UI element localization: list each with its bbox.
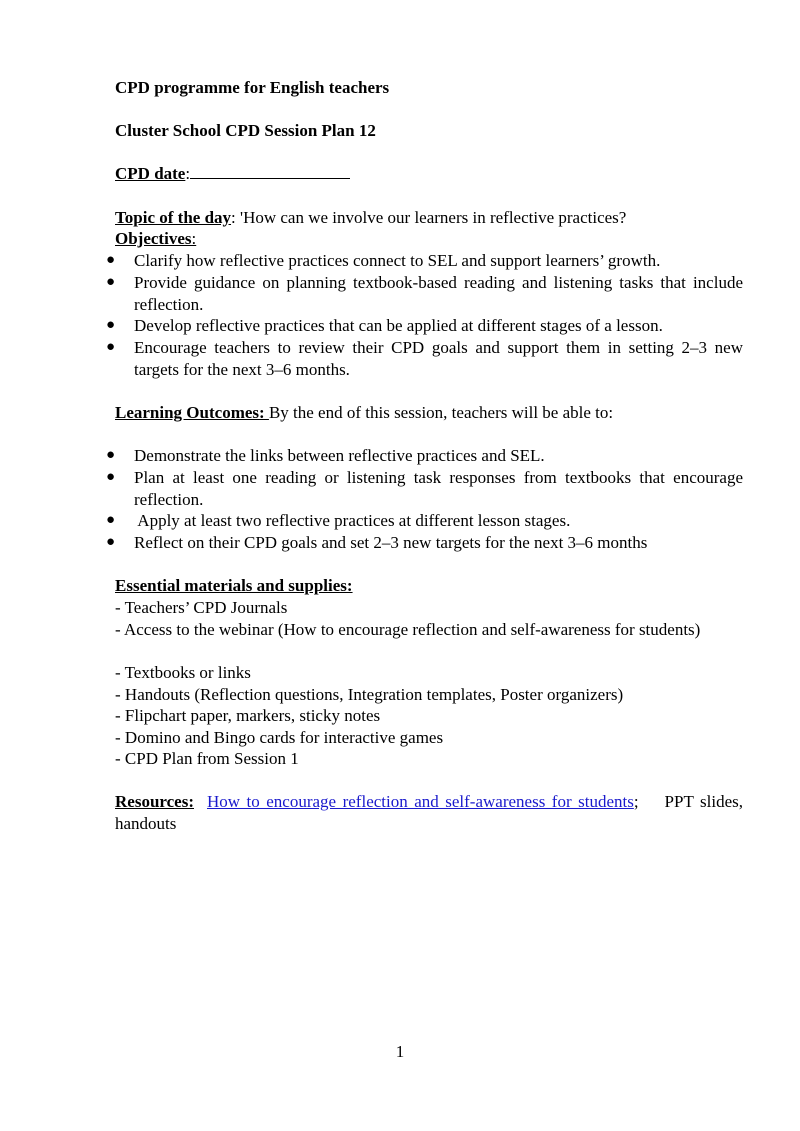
material-item: - Domino and Bingo cards for interactive games — [115, 728, 444, 747]
material-item: - CPD Plan from Session 1 — [115, 749, 299, 768]
programme-title: CPD programme for English teachers — [115, 78, 390, 97]
objective-item: ● Encourage teachers to review their CPD goals and support them in setting 2–3 new targets for the next 3–6 months. — [106, 338, 743, 379]
outcome-item: ● Demonstrate the links between reflective practices and SEL. — [106, 446, 545, 465]
objectives-heading — [115, 228, 196, 249]
learning-outcomes-label: Learning Outcomes: — [115, 403, 269, 422]
learning-outcomes-intro: By the end of this session, teachers will be able to: — [268, 403, 614, 422]
bullet-icon: ● — [106, 339, 116, 355]
material-item: - Access to the webinar (How to encourage reflection and self-awareness for students) — [115, 620, 701, 639]
outcome-item: ● Plan at least one reading or listening task responses from textbooks that encourage reflection. — [106, 468, 743, 509]
objective-item: ● Clarify how reflective practices connect to SEL and support learners’ growth. — [106, 251, 661, 270]
page-number: 1 — [395, 1042, 405, 1061]
materials-heading: Essential materials and supplies: — [115, 576, 353, 595]
bullet-icon: ● — [106, 447, 116, 463]
objectives-label: Objectives — [115, 229, 192, 248]
webinar-link[interactable]: How to encourage reflection and self-awareness for students — [207, 792, 634, 811]
learning-outcomes-line — [115, 402, 613, 423]
objective-item: ● Develop reflective practices that can be applied at different stages of a lesson. — [106, 316, 663, 335]
resources-paragraph — [115, 791, 748, 835]
topic-label: Topic of the day — [115, 208, 232, 227]
topic-text: 'How can we involve our learners in reflective practices? — [235, 208, 627, 227]
objectives-colon: : — [191, 229, 197, 248]
bullet-icon: ● — [106, 317, 116, 333]
topic-colon: : — [231, 208, 236, 227]
material-item: - Textbooks or links — [115, 663, 251, 682]
bullet-icon: ● — [106, 534, 116, 550]
bullet-icon: ● — [106, 252, 116, 268]
session-plan-title: Cluster School CPD Session Plan 12 — [115, 121, 376, 140]
resources-label: Resources: — [115, 792, 194, 811]
cpd-date-blank — [190, 163, 350, 179]
outcome-item: ● Reflect on their CPD goals and set 2–3 new targets for the next 3–6 months — [106, 533, 648, 552]
cpd-date-colon: : — [185, 164, 191, 183]
material-item: - Teachers’ CPD Journals — [115, 598, 288, 617]
bullet-icon: ● — [106, 469, 116, 485]
outcome-item: ● Apply at least two reflective practices at different lesson stages. — [106, 511, 571, 530]
objective-item: ● Provide guidance on planning textbook-based reading and listening tasks that include reflection. — [106, 273, 743, 314]
topic-line — [115, 207, 626, 228]
bullet-icon: ● — [106, 274, 116, 290]
material-item: - Flipchart paper, markers, sticky notes — [115, 706, 381, 725]
bullet-icon: ● — [106, 512, 116, 528]
cpd-date-label: CPD date — [115, 164, 186, 183]
resources-rest: ; PPT slides, handouts — [115, 792, 748, 833]
cpd-date-line — [115, 163, 350, 184]
material-item: - Handouts (Reflection questions, Integration templates, Poster organizers) — [115, 685, 624, 704]
